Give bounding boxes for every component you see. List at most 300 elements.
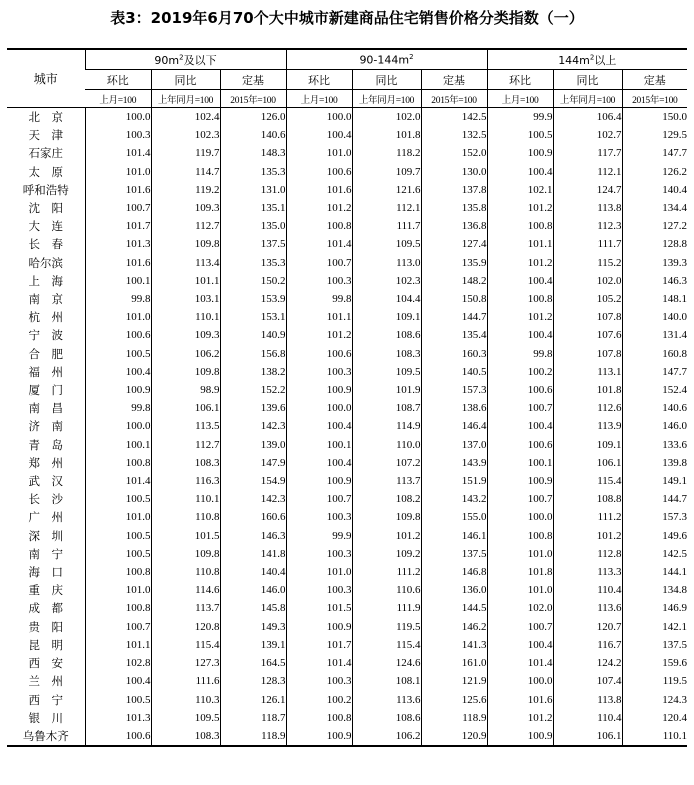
index-value-cell: 99.8 (85, 290, 151, 308)
table-row (7, 308, 687, 326)
index-value-cell: 126.0 (220, 108, 286, 127)
index-value-cell: 105.2 (553, 290, 622, 308)
index-value-cell: 100.0 (286, 108, 352, 127)
table-row (7, 508, 687, 526)
index-value-cell: 101.3 (85, 235, 151, 253)
index-value-cell: 100.3 (286, 672, 352, 690)
index-value-cell: 133.6 (622, 436, 687, 454)
city-cell: 杭 州 (28, 310, 63, 325)
index-value-cell: 110.8 (151, 563, 220, 581)
table-row (7, 217, 687, 235)
index-value-cell: 101.2 (352, 527, 421, 545)
index-value-cell: 135.9 (421, 254, 487, 272)
index-value-cell: 127.3 (151, 654, 220, 672)
index-value-cell: 101.8 (352, 126, 421, 144)
index-value-cell: 111.2 (553, 508, 622, 526)
index-value-cell: 100.5 (85, 490, 151, 508)
index-value-cell: 101.7 (85, 217, 151, 235)
index-value-cell: 125.6 (421, 691, 487, 709)
index-value-cell: 148.2 (421, 272, 487, 290)
index-value-cell: 100.9 (487, 144, 553, 162)
index-value-cell: 109.3 (151, 199, 220, 217)
index-value-cell: 149.1 (622, 472, 687, 490)
city-cell: 海 口 (28, 565, 63, 580)
index-value-cell: 136.8 (421, 217, 487, 235)
city-cell: 银 川 (28, 710, 63, 725)
index-value-cell: 111.2 (352, 563, 421, 581)
index-value-cell: 146.9 (622, 599, 687, 617)
index-value-cell: 157.3 (622, 508, 687, 526)
index-value-cell: 144.5 (421, 599, 487, 617)
city-cell: 贵 阳 (28, 619, 63, 634)
index-value-cell: 112.3 (553, 217, 622, 235)
group-header-large (487, 49, 687, 70)
index-value-cell: 113.9 (553, 417, 622, 435)
index-value-cell: 126.2 (622, 163, 687, 181)
index-value-cell: 148.3 (220, 144, 286, 162)
subhead-yoy: 同比 (553, 70, 622, 90)
city-cell: 呼和浩特 (22, 182, 69, 197)
index-value-cell: 139.3 (622, 254, 687, 272)
index-value-cell: 160.6 (220, 508, 286, 526)
index-value-cell: 101.4 (487, 654, 553, 672)
index-value-cell: 138.2 (220, 363, 286, 381)
index-value-cell: 101.0 (487, 581, 553, 599)
index-value-cell: 108.6 (352, 709, 421, 727)
index-value-cell: 148.1 (622, 290, 687, 308)
index-value-cell: 98.9 (151, 381, 220, 399)
base-mom: 上月=100 (487, 90, 553, 108)
table-row (7, 326, 687, 344)
index-value-cell: 101.4 (85, 472, 151, 490)
index-value-cell: 142.5 (622, 545, 687, 563)
index-value-cell: 117.7 (553, 144, 622, 162)
index-value-cell: 110.4 (553, 581, 622, 599)
index-value-cell: 102.0 (487, 599, 553, 617)
subhead-fixed: 定基 (421, 70, 487, 90)
index-value-cell: 100.1 (286, 436, 352, 454)
table-row (7, 545, 687, 563)
index-value-cell: 100.7 (286, 254, 352, 272)
index-value-cell: 100.2 (487, 363, 553, 381)
table-row (7, 254, 687, 272)
index-value-cell: 100.3 (286, 508, 352, 526)
table-row (7, 691, 687, 709)
index-value-cell: 140.0 (622, 308, 687, 326)
index-value-cell: 140.4 (220, 563, 286, 581)
table-row (7, 581, 687, 599)
index-value-cell: 150.8 (421, 290, 487, 308)
index-value-cell: 110.1 (622, 727, 687, 746)
index-value-cell: 100.1 (85, 436, 151, 454)
index-value-cell: 159.6 (622, 654, 687, 672)
index-value-cell: 152.0 (421, 144, 487, 162)
index-value-cell: 108.2 (352, 490, 421, 508)
index-value-cell: 109.5 (151, 709, 220, 727)
table-row (7, 363, 687, 381)
table-row (7, 108, 687, 127)
index-value-cell: 118.2 (352, 144, 421, 162)
index-value-cell: 137.5 (220, 235, 286, 253)
city-cell: 济 南 (28, 419, 63, 434)
table-row (7, 490, 687, 508)
subhead-mom: 环比 (85, 70, 151, 90)
group-sup: 2 (409, 52, 414, 61)
index-value-cell: 146.4 (421, 417, 487, 435)
index-value-cell: 135.1 (220, 199, 286, 217)
index-value-cell: 142.3 (220, 490, 286, 508)
index-value-cell: 112.7 (151, 217, 220, 235)
index-value-cell: 161.0 (421, 654, 487, 672)
index-value-cell: 115.4 (352, 636, 421, 654)
index-value-cell: 113.8 (553, 199, 622, 217)
index-value-cell: 139.0 (220, 436, 286, 454)
index-value-cell: 113.8 (553, 691, 622, 709)
header-row-groups (7, 49, 687, 70)
city-cell: 长 春 (28, 237, 63, 252)
index-value-cell: 136.0 (421, 581, 487, 599)
index-value-cell: 146.0 (622, 417, 687, 435)
index-value-cell: 135.0 (220, 217, 286, 235)
city-cell: 广 州 (28, 510, 63, 525)
index-value-cell: 100.9 (286, 618, 352, 636)
index-value-cell: 102.7 (553, 126, 622, 144)
index-value-cell: 107.8 (553, 308, 622, 326)
index-value-cell: 100.9 (487, 727, 553, 746)
index-value-cell: 106.1 (553, 454, 622, 472)
index-value-cell: 137.5 (421, 545, 487, 563)
index-value-cell: 104.4 (352, 290, 421, 308)
index-value-cell: 100.3 (286, 363, 352, 381)
index-value-cell: 100.1 (487, 454, 553, 472)
index-value-cell: 109.3 (151, 326, 220, 344)
index-value-cell: 111.7 (352, 217, 421, 235)
index-value-cell: 106.4 (553, 108, 622, 127)
index-value-cell: 109.8 (151, 235, 220, 253)
index-value-cell: 100.8 (286, 217, 352, 235)
index-value-cell: 147.9 (220, 454, 286, 472)
index-value-cell: 142.5 (421, 108, 487, 127)
group-header-small (85, 49, 286, 70)
city-cell: 重 庆 (28, 583, 63, 598)
table-row (7, 181, 687, 199)
index-value-cell: 107.2 (352, 454, 421, 472)
index-value-cell: 102.1 (487, 181, 553, 199)
index-value-cell: 153.9 (220, 290, 286, 308)
base-fixed: 2015年=100 (220, 90, 286, 108)
index-value-cell: 134.8 (622, 581, 687, 599)
index-value-cell: 100.6 (286, 163, 352, 181)
base-mom: 上月=100 (286, 90, 352, 108)
index-value-cell: 121.9 (421, 672, 487, 690)
index-value-cell: 113.0 (352, 254, 421, 272)
subhead-yoy: 同比 (352, 70, 421, 90)
index-value-cell: 101.1 (286, 308, 352, 326)
index-value-cell: 100.8 (85, 563, 151, 581)
index-value-cell: 119.7 (151, 144, 220, 162)
index-value-cell: 124.6 (352, 654, 421, 672)
index-value-cell: 142.1 (622, 618, 687, 636)
index-value-cell: 134.4 (622, 199, 687, 217)
index-value-cell: 101.2 (553, 527, 622, 545)
table-row (7, 727, 687, 746)
table-row (7, 381, 687, 399)
index-value-cell: 109.2 (352, 545, 421, 563)
index-value-cell: 100.8 (487, 290, 553, 308)
base-yoy: 上年同月=100 (352, 90, 421, 108)
index-value-cell: 101.0 (85, 508, 151, 526)
index-value-cell: 100.4 (286, 417, 352, 435)
index-value-cell: 100.6 (487, 381, 553, 399)
city-cell: 上 海 (28, 273, 63, 288)
index-value-cell: 113.1 (553, 363, 622, 381)
index-value-cell: 100.5 (85, 345, 151, 363)
city-cell: 乌鲁木齐 (7, 727, 85, 746)
index-value-cell: 101.1 (151, 272, 220, 290)
index-value-cell: 140.4 (622, 181, 687, 199)
group-sup: 2 (589, 52, 595, 61)
index-value-cell: 99.9 (487, 108, 553, 127)
index-value-cell: 99.8 (487, 345, 553, 363)
index-value-cell: 100.8 (85, 599, 151, 617)
index-value-cell: 147.7 (622, 144, 687, 162)
index-value-cell: 100.5 (487, 126, 553, 144)
index-value-cell: 119.5 (622, 672, 687, 690)
table-row (7, 454, 687, 472)
index-value-cell: 102.0 (352, 108, 421, 127)
index-value-cell: 112.7 (151, 436, 220, 454)
table-row (7, 654, 687, 672)
index-value-cell: 100.5 (85, 527, 151, 545)
index-value-cell: 112.8 (553, 545, 622, 563)
index-value-cell: 106.2 (151, 345, 220, 363)
index-value-cell: 113.3 (553, 563, 622, 581)
index-value-cell: 119.2 (151, 181, 220, 199)
city-cell: 昆 明 (28, 637, 63, 652)
index-value-cell: 109.1 (553, 436, 622, 454)
index-value-cell: 124.3 (622, 691, 687, 709)
index-value-cell: 141.8 (220, 545, 286, 563)
index-value-cell: 101.0 (286, 563, 352, 581)
index-value-cell: 101.3 (85, 709, 151, 727)
index-value-cell: 100.3 (286, 272, 352, 290)
index-value-cell: 100.7 (286, 490, 352, 508)
index-value-cell: 139.8 (622, 454, 687, 472)
index-value-cell: 154.9 (220, 472, 286, 490)
index-value-cell: 135.8 (421, 199, 487, 217)
table-row (7, 345, 687, 363)
table-row (7, 290, 687, 308)
index-value-cell: 109.8 (151, 545, 220, 563)
index-value-cell: 120.8 (151, 618, 220, 636)
index-value-cell: 100.7 (487, 399, 553, 417)
index-value-cell: 128.3 (220, 672, 286, 690)
table-row (7, 472, 687, 490)
subhead-fixed: 定基 (622, 70, 687, 90)
index-value-cell: 109.8 (352, 508, 421, 526)
index-value-cell: 100.9 (286, 727, 352, 746)
index-value-cell: 137.8 (421, 181, 487, 199)
index-value-cell: 160.3 (421, 345, 487, 363)
subhead-fixed: 定基 (220, 70, 286, 90)
index-value-cell: 111.6 (151, 672, 220, 690)
index-value-cell: 100.4 (286, 126, 352, 144)
index-value-cell: 132.5 (421, 126, 487, 144)
index-value-cell: 101.6 (487, 691, 553, 709)
city-cell: 厦 门 (28, 383, 63, 398)
index-value-cell: 108.8 (553, 490, 622, 508)
index-value-cell: 109.5 (352, 363, 421, 381)
index-value-cell: 100.0 (487, 508, 553, 526)
city-cell: 西 安 (28, 656, 63, 671)
index-value-cell: 110.3 (151, 691, 220, 709)
city-cell: 天 津 (28, 128, 63, 143)
index-value-cell: 135.3 (220, 254, 286, 272)
index-value-cell: 100.2 (286, 691, 352, 709)
index-value-cell: 135.4 (421, 326, 487, 344)
index-value-cell: 149.6 (622, 527, 687, 545)
index-value-cell: 101.7 (286, 636, 352, 654)
index-value-cell: 101.0 (85, 581, 151, 599)
index-value-cell: 101.0 (286, 144, 352, 162)
table-row (7, 163, 687, 181)
index-value-cell: 108.3 (352, 345, 421, 363)
city-cell: 石家庄 (28, 146, 63, 161)
city-cell: 太 原 (28, 164, 63, 179)
index-value-cell: 115.4 (553, 472, 622, 490)
city-cell: 武 汉 (28, 474, 63, 489)
index-value-cell: 109.1 (352, 308, 421, 326)
table-row (7, 709, 687, 727)
index-value-cell: 120.4 (622, 709, 687, 727)
index-value-cell: 101.2 (487, 709, 553, 727)
index-value-cell: 101.5 (286, 599, 352, 617)
index-value-cell: 146.1 (421, 527, 487, 545)
index-value-cell: 100.0 (85, 417, 151, 435)
table-row (7, 672, 687, 690)
index-value-cell: 100.9 (487, 472, 553, 490)
index-value-cell: 102.8 (85, 654, 151, 672)
index-value-cell: 151.9 (421, 472, 487, 490)
city-cell: 南 宁 (28, 546, 63, 561)
index-value-cell: 110.6 (352, 581, 421, 599)
city-cell: 福 州 (28, 364, 63, 379)
index-value-cell: 101.2 (487, 308, 553, 326)
table-row (7, 563, 687, 581)
index-value-cell: 142.3 (220, 417, 286, 435)
index-value-cell: 103.1 (151, 290, 220, 308)
index-value-cell: 101.0 (85, 163, 151, 181)
index-value-cell: 113.6 (553, 599, 622, 617)
index-value-cell: 127.2 (622, 217, 687, 235)
table-row (7, 417, 687, 435)
city-cell: 郑 州 (28, 455, 63, 470)
index-value-cell: 101.4 (85, 144, 151, 162)
index-value-cell: 152.4 (622, 381, 687, 399)
city-cell: 大 连 (28, 219, 63, 234)
city-cell: 南 京 (28, 292, 63, 307)
table-row (7, 126, 687, 144)
index-value-cell: 114.9 (352, 417, 421, 435)
group-label: 144m (558, 53, 590, 67)
city-cell: 北 京 (28, 110, 63, 124)
base-fixed: 2015年=100 (421, 90, 487, 108)
index-value-cell: 101.1 (85, 636, 151, 654)
index-value-cell: 149.3 (220, 618, 286, 636)
table-row (7, 272, 687, 290)
index-value-cell: 100.8 (487, 217, 553, 235)
index-value-cell: 110.0 (352, 436, 421, 454)
index-value-cell: 115.2 (553, 254, 622, 272)
index-value-cell: 140.6 (622, 399, 687, 417)
index-value-cell: 135.3 (220, 163, 286, 181)
index-value-cell: 110.8 (151, 508, 220, 526)
index-value-cell: 102.3 (352, 272, 421, 290)
table-row (7, 144, 687, 162)
index-value-cell: 107.4 (553, 672, 622, 690)
index-value-cell: 110.4 (553, 709, 622, 727)
index-value-cell: 157.3 (421, 381, 487, 399)
index-value-cell: 126.1 (220, 691, 286, 709)
group-label: 90-144m (359, 53, 410, 67)
index-value-cell: 139.1 (220, 636, 286, 654)
index-value-cell: 101.8 (553, 381, 622, 399)
index-value-cell: 100.6 (85, 727, 151, 746)
index-value-cell: 114.6 (151, 581, 220, 599)
base-yoy: 上年同月=100 (151, 90, 220, 108)
city-cell: 沈 阳 (28, 201, 63, 216)
index-value-cell: 100.9 (85, 381, 151, 399)
index-value-cell: 100.8 (286, 709, 352, 727)
index-value-cell: 146.3 (220, 527, 286, 545)
index-value-cell: 139.6 (220, 399, 286, 417)
index-value-cell: 100.4 (487, 272, 553, 290)
index-value-cell: 101.8 (487, 563, 553, 581)
index-value-cell: 101.0 (487, 545, 553, 563)
index-value-cell: 128.8 (622, 235, 687, 253)
index-value-cell: 140.6 (220, 126, 286, 144)
city-cell: 青 岛 (28, 437, 63, 452)
index-value-cell: 107.8 (553, 345, 622, 363)
index-value-cell: 101.5 (151, 527, 220, 545)
index-value-cell: 146.2 (421, 618, 487, 636)
index-value-cell: 130.0 (421, 163, 487, 181)
index-value-cell: 100.6 (286, 345, 352, 363)
index-value-cell: 101.2 (286, 326, 352, 344)
index-value-cell: 120.7 (553, 618, 622, 636)
index-value-cell: 108.3 (151, 454, 220, 472)
index-value-cell: 114.7 (151, 163, 220, 181)
index-value-cell: 129.5 (622, 126, 687, 144)
city-column-header: 城市 (7, 49, 85, 108)
index-value-cell: 101.2 (487, 254, 553, 272)
index-value-cell: 118.7 (220, 709, 286, 727)
index-value-cell: 152.2 (220, 381, 286, 399)
group-label: 90m (154, 53, 180, 67)
index-value-cell: 106.1 (151, 399, 220, 417)
index-value-cell: 101.4 (286, 654, 352, 672)
table-row (7, 527, 687, 545)
index-value-cell: 101.4 (286, 235, 352, 253)
index-value-cell: 99.8 (85, 399, 151, 417)
index-value-cell: 112.1 (352, 199, 421, 217)
index-value-cell: 102.4 (151, 108, 220, 127)
table-row (7, 436, 687, 454)
index-value-cell: 111.7 (553, 235, 622, 253)
index-value-cell: 112.6 (553, 399, 622, 417)
index-value-cell: 100.4 (286, 454, 352, 472)
city-cell: 成 都 (28, 601, 63, 616)
